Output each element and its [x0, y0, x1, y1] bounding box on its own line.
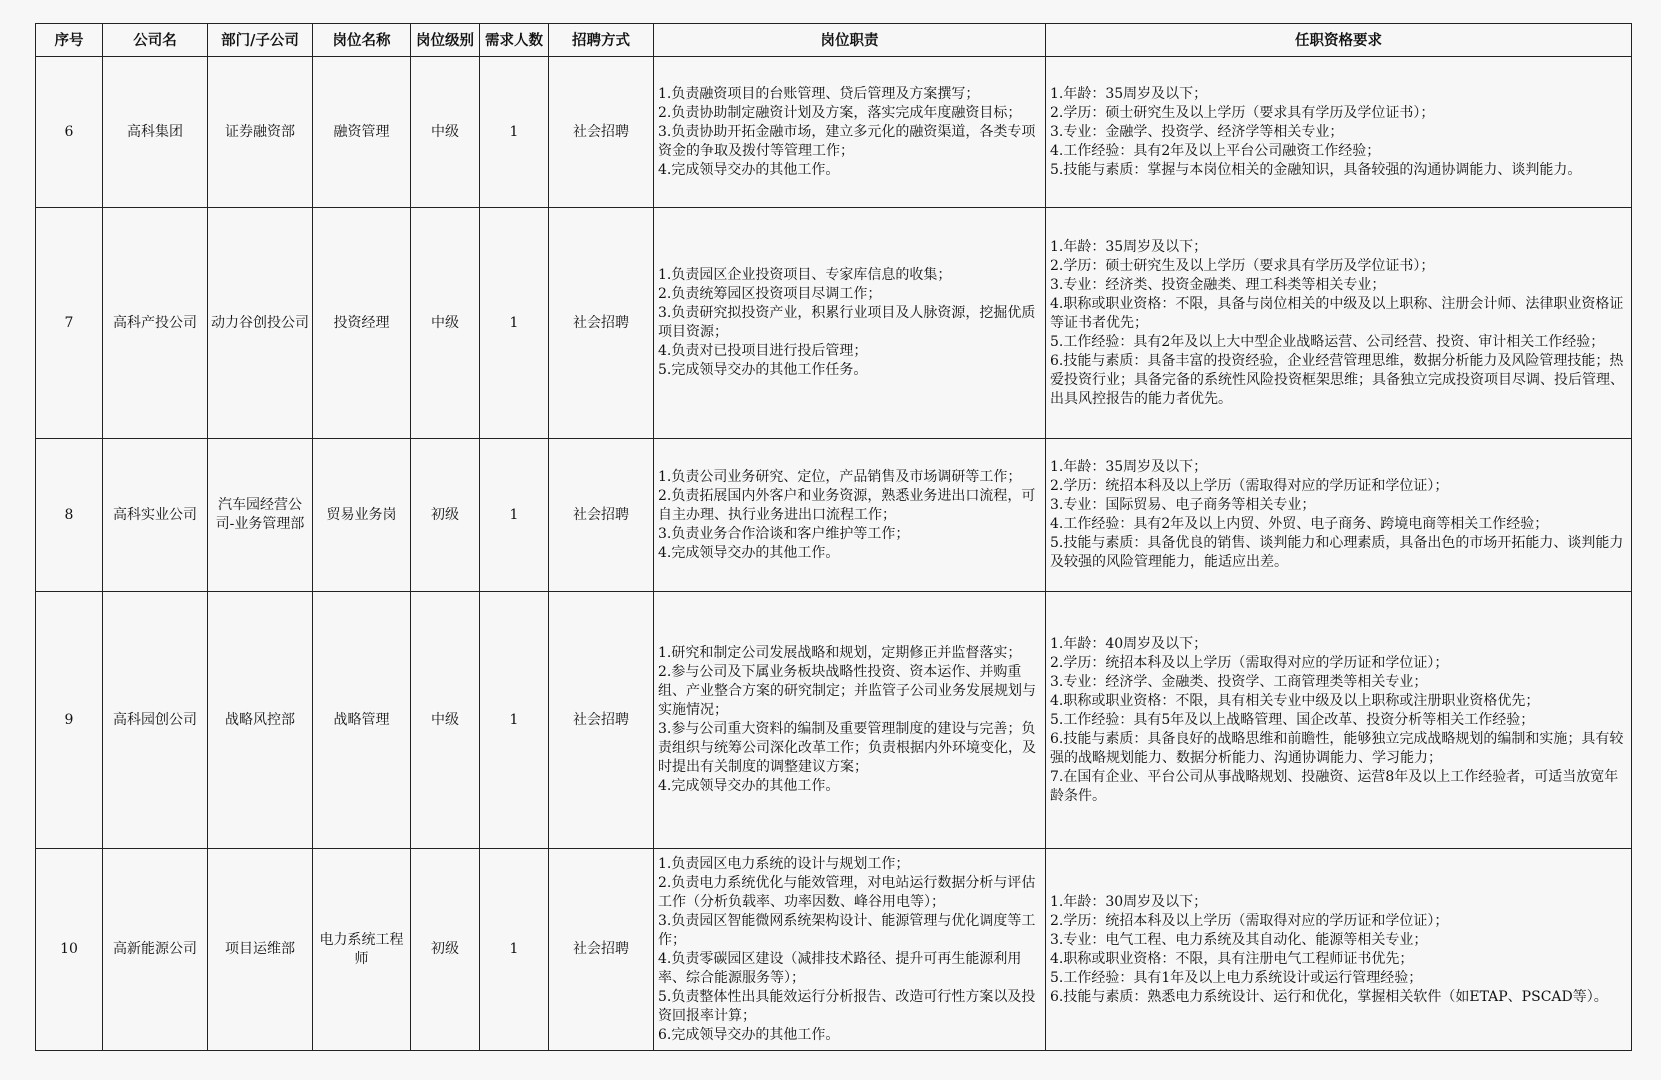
- cell-level: 中级: [411, 592, 480, 849]
- cell-duties: [654, 57, 1046, 208]
- cell-level: 中级: [411, 57, 480, 208]
- requirement-line: 1.年龄：40周岁及以下；: [1050, 635, 1208, 652]
- cell-level: 初级: [411, 439, 480, 592]
- requirement-line: 6.技能与素质：具备良好的战略思维和前瞻性，能够独立完成战略规划的编制和实施；具有较强的战略规划能力、数据分析能力、沟通协调能力、学习能力；: [1050, 730, 1624, 766]
- header-no: 序号: [36, 24, 103, 57]
- duty-line: 1.负责园区电力系统的设计与规划工作；: [658, 855, 910, 872]
- cell-dept: 汽车园经营公司-业务管理部: [208, 439, 313, 592]
- duty-line: 2.负责协助制定融资计划及方案，落实完成年度融资目标；: [658, 104, 1022, 121]
- cell-count: 1: [480, 57, 549, 208]
- requirement-line: 5.工作经验：具有2年及以上大中型企业战略运营、公司经营、投资、审计相关工作经验；: [1050, 333, 1605, 350]
- header-dept: 部门/子公司: [208, 24, 313, 57]
- cell-no: 7: [36, 208, 103, 439]
- cell-duties: [654, 208, 1046, 439]
- cell-position: 战略管理: [313, 592, 411, 849]
- header-level: 岗位级别: [411, 24, 480, 57]
- duty-line: 1.负责公司业务研究、定位，产品销售及市场调研等工作；: [658, 468, 1022, 485]
- duty-line: 4.负责零碳园区建设（减排技术路径、提升可再生能源利用率、综合能源服务等）；: [658, 950, 1022, 986]
- header-row: [36, 24, 1632, 57]
- cell-count: 1: [480, 439, 549, 592]
- cell-dept: 项目运维部: [208, 849, 313, 1051]
- header-company: 公司名: [103, 24, 208, 57]
- requirement-line: 3.专业：经济类、投资金融类、理工科类等相关专业；: [1050, 276, 1386, 293]
- duty-line: 1.负责园区企业投资项目、专家库信息的收集；: [658, 267, 952, 283]
- requirement-line: 3.专业：经济学、金融类、投资学、工商管理类等相关专业；: [1050, 673, 1428, 690]
- duty-line: 3.负责研究拟投资产业，积累行业项目及人脉资源，挖掘优质项目资源；: [658, 305, 1036, 340]
- cell-company: 高科集团: [103, 57, 208, 208]
- cell-no: 10: [36, 849, 103, 1051]
- requirement-line: 4.工作经验：具有2年及以上内贸、外贸、电子商务、跨境电商等相关工作经验；: [1050, 516, 1549, 532]
- cell-no: 8: [36, 439, 103, 592]
- duty-line: 4.完成领导交办的其他工作。: [658, 161, 840, 178]
- cell-dept: 动力谷创投公司: [208, 208, 313, 439]
- requirement-line: 2.学历：统招本科及以上学历（需取得对应的学历证和学位证）；: [1050, 654, 1449, 671]
- cell-dept: 证券融资部: [208, 57, 313, 208]
- cell-company: 高科园创公司: [103, 592, 208, 849]
- cell-no: 9: [36, 592, 103, 849]
- duty-line: 4.完成领导交办的其他工作。: [658, 778, 840, 794]
- requirement-line: 6.技能与素质：熟悉电力系统设计、运行和优化，掌握相关软件（如ETAP、PSCAD等）。: [1050, 988, 1608, 1005]
- cell-requirements: [1046, 439, 1632, 592]
- cell-requirements: [1046, 849, 1632, 1051]
- cell-company: 高科实业公司: [103, 439, 208, 592]
- requirement-line: 5.技能与素质：具备优良的销售、谈判能力和心理素质，具备出色的市场开拓能力、谈判能力及较强的风险管理能力，能适应出差。: [1050, 535, 1624, 570]
- duty-line: 2.负责电力系统优化与能效管理，对电站运行数据分析与评估工作（分析负载率、功率因数、峰谷用电等）；: [658, 874, 1036, 910]
- table-row: [36, 592, 1632, 849]
- header-count: 需求人数: [480, 24, 549, 57]
- duty-line: 4.完成领导交办的其他工作。: [658, 544, 840, 561]
- cell-duties: [654, 849, 1046, 1051]
- cell-level: 中级: [411, 208, 480, 439]
- table-row: [36, 57, 1632, 208]
- requirement-line: 1.年龄：30周岁及以下；: [1050, 893, 1208, 910]
- cell-method: 社会招聘: [549, 849, 654, 1051]
- duty-line: 2.参与公司及下属业务板块战略性投资、资本运作、并购重组、产业整合方案的研究制定；并监管子公司业务发展规划与实施情况；: [658, 664, 1036, 718]
- requirement-line: 2.学历：统招本科及以上学历（需取得对应的学历证和学位证）；: [1050, 478, 1449, 494]
- duty-line: 5.负责整体性出具能效运行分析报告、改造可行性方案以及投资回报率计算；: [658, 988, 1036, 1024]
- requirement-line: 2.学历：硕士研究生及以上学历（要求具有学历及学位证书）；: [1050, 257, 1435, 274]
- table-row: [36, 439, 1632, 592]
- cell-level: 初级: [411, 849, 480, 1051]
- cell-duties: [654, 439, 1046, 592]
- header-method: 招聘方式: [549, 24, 654, 57]
- duty-line: 4.负责对已投项目进行投后管理；: [658, 343, 868, 359]
- duty-line: 3.负责业务合作洽谈和客户维护等工作；: [658, 525, 910, 542]
- requirement-line: 1.年龄：35周岁及以下；: [1050, 238, 1208, 255]
- cell-no: 6: [36, 57, 103, 208]
- requirement-line: 7.在国有企业、平台公司从事战略规划、投融资、运营8年及以上工作经验者，可适当放宽年龄条件。: [1050, 768, 1619, 804]
- cell-count: 1: [480, 592, 549, 849]
- header-duties: 岗位职责: [654, 24, 1046, 57]
- cell-method: 社会招聘: [549, 208, 654, 439]
- cell-count: 1: [480, 849, 549, 1051]
- requirement-line: 4.职称或职业资格：不限，具备与岗位相关的中级及以上职称、注册会计师、法律职业资格证等证书者优先；: [1050, 295, 1624, 331]
- duty-line: 5.完成领导交办的其他工作任务。: [658, 362, 868, 378]
- header-requirements: 任职资格要求: [1046, 24, 1632, 57]
- requirement-line: 4.职称或职业资格：不限，具有注册电气工程师证书优先；: [1050, 950, 1414, 967]
- header-position: 岗位名称: [313, 24, 411, 57]
- duty-line: 3.参与公司重大资料的编制及重要管理制度的建设与完善；负责组织与统筹公司深化改革工作；负责根据内外环境变化，及时提出有关制度的调整建议方案；: [658, 721, 1036, 775]
- cell-position: 融资管理: [313, 57, 411, 208]
- requirement-line: 3.专业：电气工程、电力系统及其自动化、能源等相关专业；: [1050, 931, 1428, 948]
- requirement-line: 6.技能与素质：具备丰富的投资经验，企业经营管理思维，数据分析能力及风险管理技能；热爱投资行业；具备完备的系统性风险投资框架思维；具备独立完成投资项目尽调、投后管理、出具风控报告的能力者优先。: [1050, 352, 1624, 407]
- cell-method: 社会招聘: [549, 592, 654, 849]
- recruitment-table: [35, 23, 1632, 1051]
- requirement-line: 3.专业：国际贸易、电子商务等相关专业；: [1050, 497, 1316, 513]
- requirement-line: 4.职称或职业资格：不限，具有相关专业中级及以上职称或注册职业资格优先；: [1050, 692, 1540, 709]
- cell-company: 高新能源公司: [103, 849, 208, 1051]
- requirement-line: 1.年龄：35周岁及以下；: [1050, 85, 1208, 102]
- cell-company: 高科产投公司: [103, 208, 208, 439]
- duty-line: 3.负责园区智能微网系统架构设计、能源管理与优化调度等工作；: [658, 912, 1036, 948]
- cell-requirements: [1046, 208, 1632, 439]
- duty-line: 6.完成领导交办的其他工作。: [658, 1026, 840, 1043]
- cell-duties: [654, 592, 1046, 849]
- requirement-line: 1.年龄：35周岁及以下；: [1050, 459, 1208, 475]
- requirement-line: 2.学历：统招本科及以上学历（需取得对应的学历证和学位证）；: [1050, 912, 1449, 929]
- requirement-line: 5.工作经验：具有1年及以上电力系统设计或运行管理经验；: [1050, 969, 1423, 986]
- requirement-line: 5.工作经验：具有5年及以上战略管理、国企改革、投资分析等相关工作经验；: [1050, 711, 1535, 728]
- cell-position: 电力系统工程师: [313, 849, 411, 1051]
- table-row: [36, 849, 1632, 1051]
- cell-count: 1: [480, 208, 549, 439]
- cell-requirements: [1046, 592, 1632, 849]
- requirement-line: 4.工作经验：具有2年及以上平台公司融资工作经验；: [1050, 142, 1381, 159]
- cell-requirements: [1046, 57, 1632, 208]
- duty-line: 3.负责协助开拓金融市场，建立多元化的融资渠道，各类专项资金的争取及拨付等管理工作；: [658, 123, 1036, 159]
- duty-line: 2.负责统筹园区投资项目尽调工作；: [658, 286, 882, 302]
- cell-method: 社会招聘: [549, 57, 654, 208]
- requirement-line: 5.技能与素质：掌握与本岗位相关的金融知识，具备较强的沟通协调能力、谈判能力。: [1050, 161, 1582, 178]
- duty-line: 2.负责拓展国内外客户和业务资源，熟悉业务进出口流程，可自主办理、执行业务进出口流程工作；: [658, 487, 1036, 523]
- table-row: [36, 208, 1632, 439]
- cell-dept: 战略风控部: [208, 592, 313, 849]
- cell-method: 社会招聘: [549, 439, 654, 592]
- requirement-line: 2.学历：硕士研究生及以上学历（要求具有学历及学位证书）；: [1050, 104, 1435, 121]
- cell-position: 贸易业务岗: [313, 439, 411, 592]
- requirement-line: 3.专业：金融学、投资学、经济学等相关专业；: [1050, 123, 1344, 140]
- duty-line: 1.负责融资项目的台账管理、贷后管理及方案撰写；: [658, 85, 980, 102]
- duty-line: 1.研究和制定公司发展战略和规划，定期修正并监督落实；: [658, 645, 1022, 661]
- cell-position: 投资经理: [313, 208, 411, 439]
